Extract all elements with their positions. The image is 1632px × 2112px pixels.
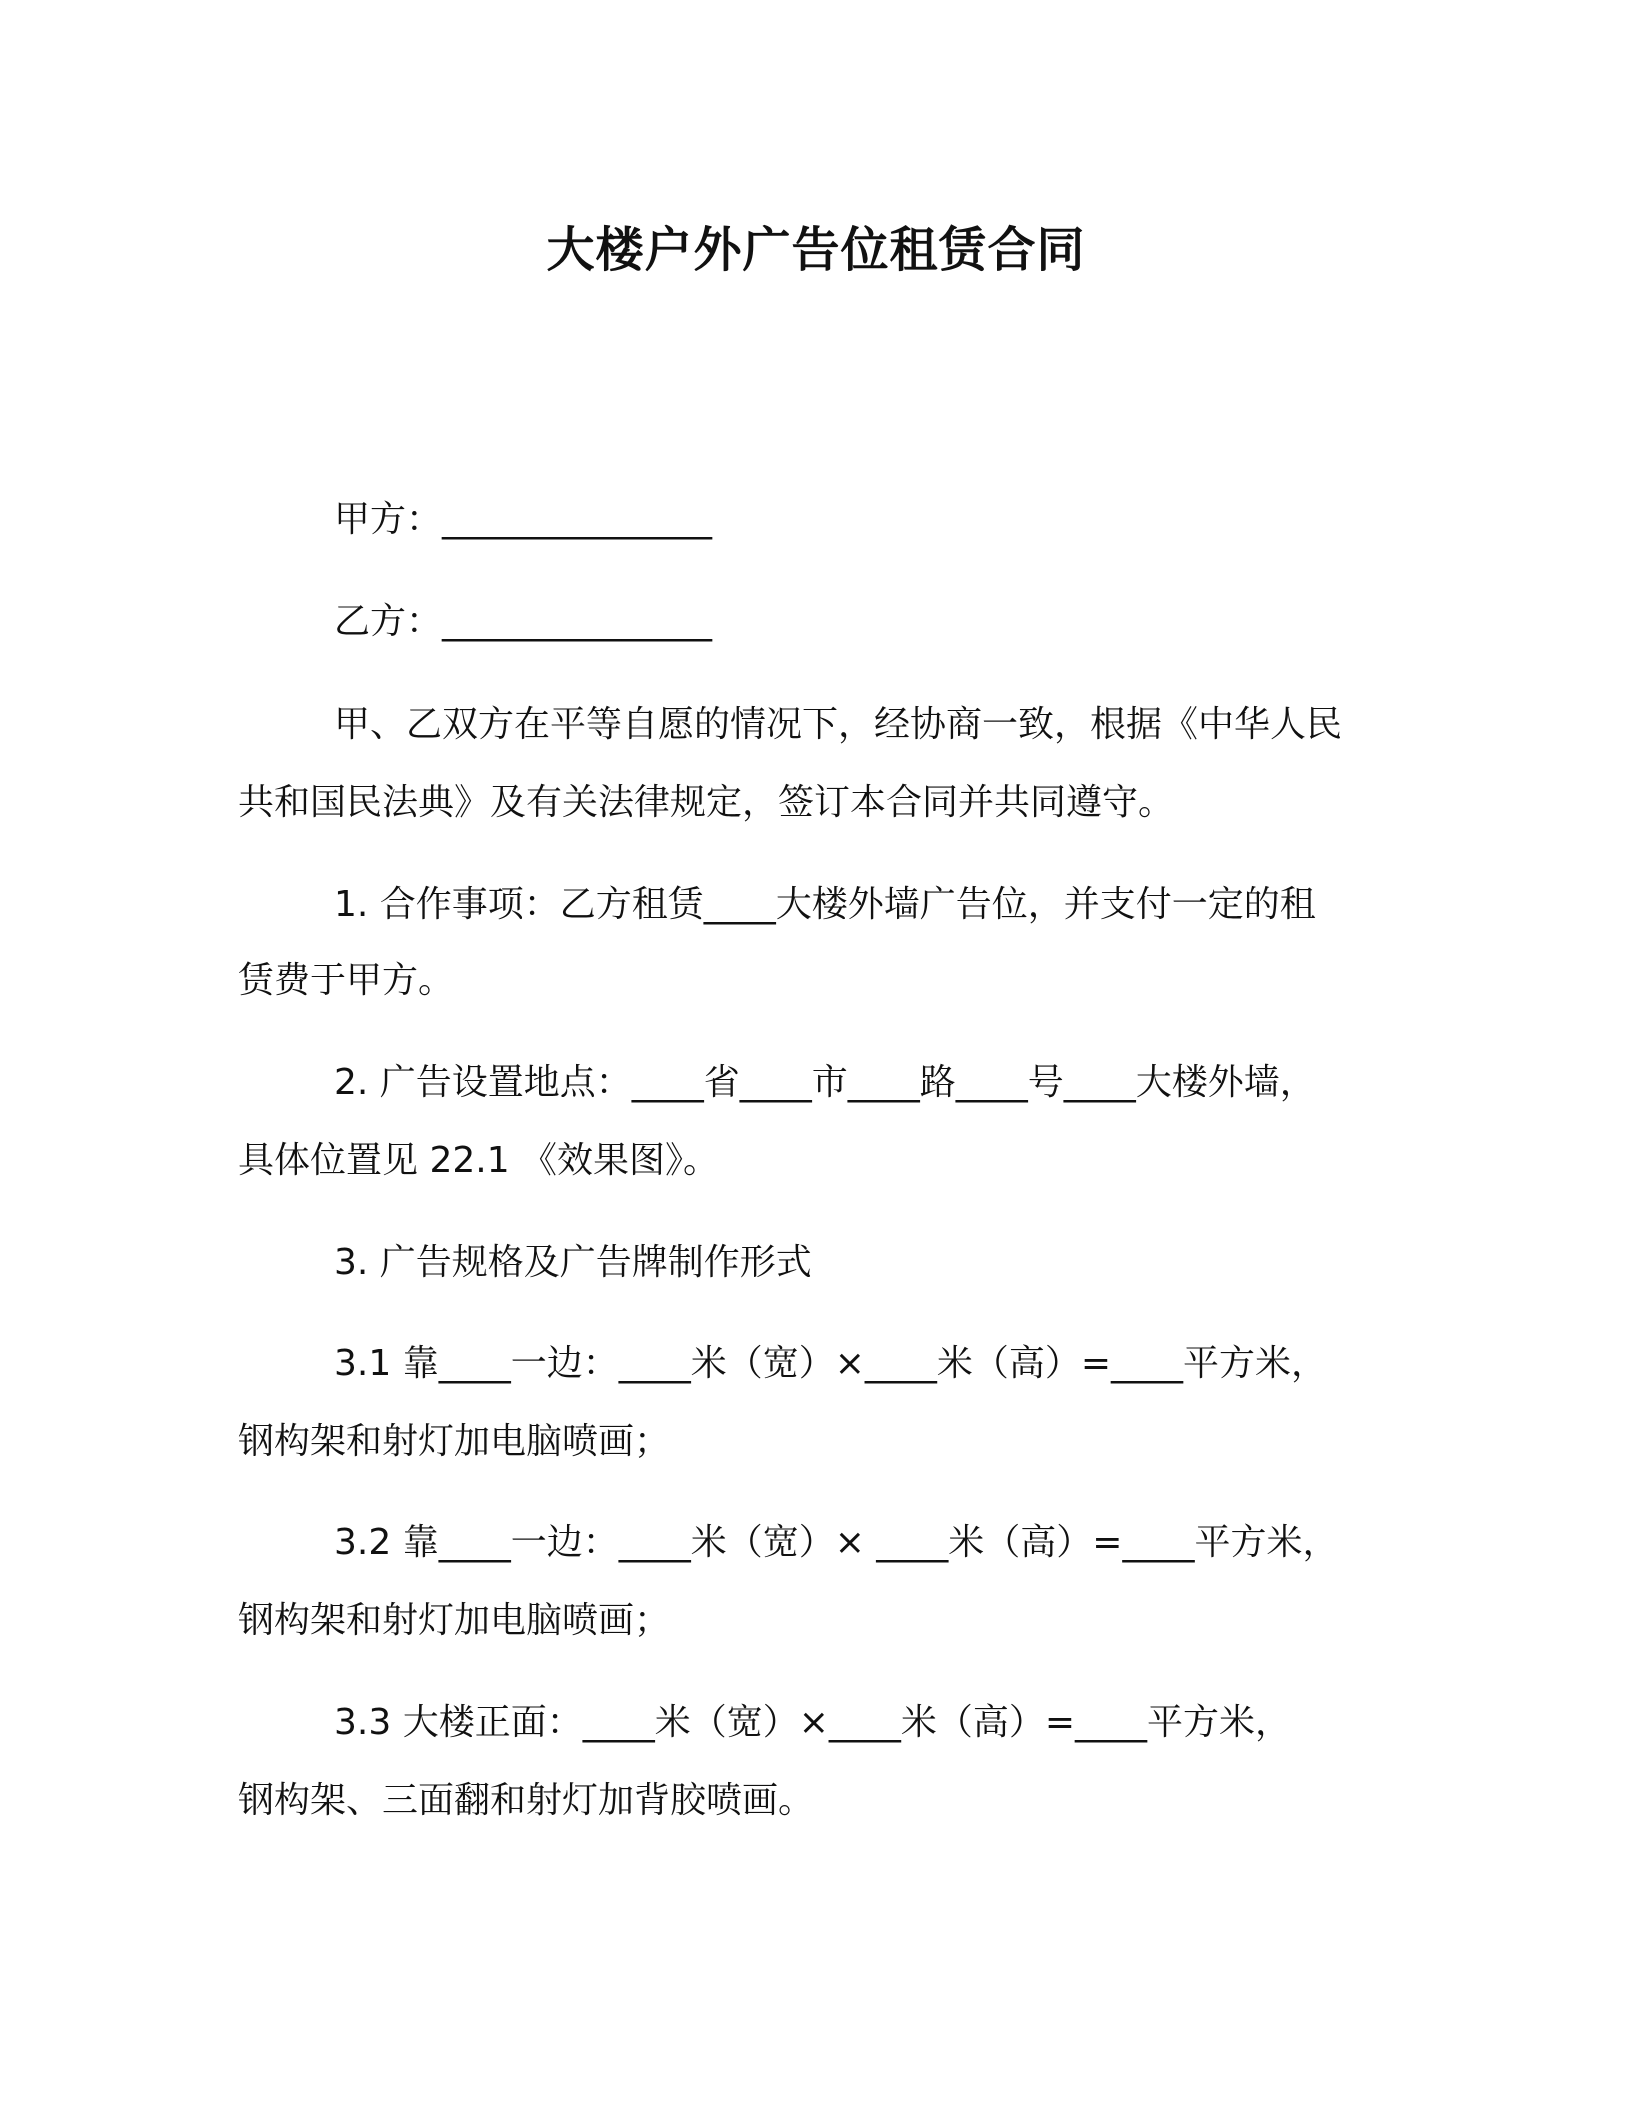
- clause-2-line-1: 2. 广告设置地点：____省____市____路____号____大楼外墙，: [334, 1062, 1316, 1103]
- clause-3-heading: 3. 广告规格及广告牌制作形式: [334, 1242, 812, 1283]
- clause-3-2-line-1: 3.2 靠____一边：____米（宽）× ____米（高）=____平方米，: [334, 1522, 1339, 1563]
- clause-2-line-2: 具体位置见 22.1 《效果图》。: [238, 1140, 720, 1181]
- clause-3-2-line-2: 钢构架和射灯加电脑喷画；: [238, 1600, 671, 1641]
- preamble-line-1: 甲、乙双方在平等自愿的情况下，经协商一致，根据《中华人民: [334, 704, 1343, 745]
- clause-3-1-line-2: 钢构架和射灯加电脑喷画；: [238, 1421, 671, 1462]
- clause-1-line-2: 赁费于甲方。: [238, 960, 455, 1001]
- clause-3-3-line-1: 3.3 大楼正面：____米（宽）×____米（高）=____平方米，: [334, 1702, 1292, 1743]
- preamble-line-2: 共和国民法典》及有关法律规定，签订本合同并共同遵守。: [238, 782, 1175, 823]
- document-title: 大楼户外广告位租赁合同: [546, 222, 1086, 278]
- party-a-line: 甲方：_______________: [334, 499, 713, 540]
- party-b-line: 乙方：_______________: [334, 601, 713, 642]
- clause-1-line-1: 1. 合作事项：乙方租赁____大楼外墙广告位，并支付一定的租: [334, 884, 1316, 925]
- clause-3-1-line-1: 3.1 靠____一边：____米（宽）×____米（高）=____平方米，: [334, 1343, 1328, 1384]
- clause-3-3-line-2: 钢构架、三面翻和射灯加背胶喷画。: [238, 1780, 815, 1821]
